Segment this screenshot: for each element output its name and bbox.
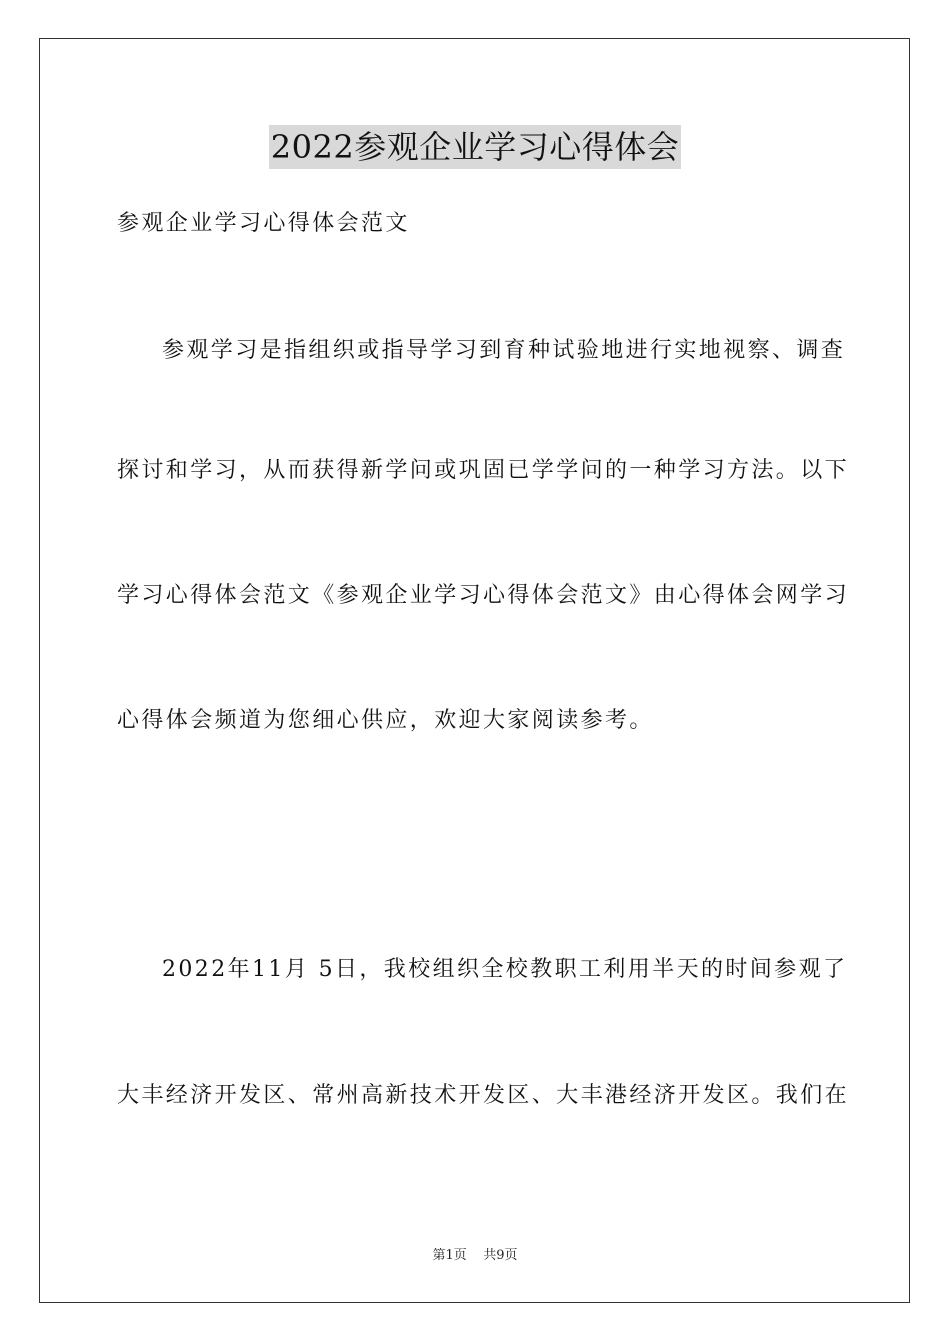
page-total: 共9页 [483, 1248, 518, 1263]
paragraph-line: 大丰经济开发区、常州高新技术开发区、大丰港经济开发区。我们在 [117, 1083, 850, 1108]
document-title: 2022参观企业学习心得体会 [269, 125, 681, 169]
paragraph-line: 探讨和学习，从而获得新学问或巩固已学学问的一种学习方法。以下 [117, 458, 850, 483]
paragraph-line: 心得体会频道为您细心供应，欢迎大家阅读参考。 [117, 708, 654, 733]
paragraph-line: 学习心得体会范文《参观企业学习心得体会范文》由心得体会网学习 [117, 583, 850, 608]
paragraph-line: 2022年11月 5日，我校组织全校教职工利用半天的时间参观了 [162, 957, 848, 982]
page-number: 第1页 [432, 1248, 467, 1263]
title-container [0, 125, 950, 169]
document-subtitle: 参观企业学习心得体会范文 [117, 211, 410, 236]
paragraph-line: 参观学习是指组织或指导学习到育种试验地进行实地视察、调查 [162, 338, 846, 363]
page-footer [0, 1247, 950, 1265]
